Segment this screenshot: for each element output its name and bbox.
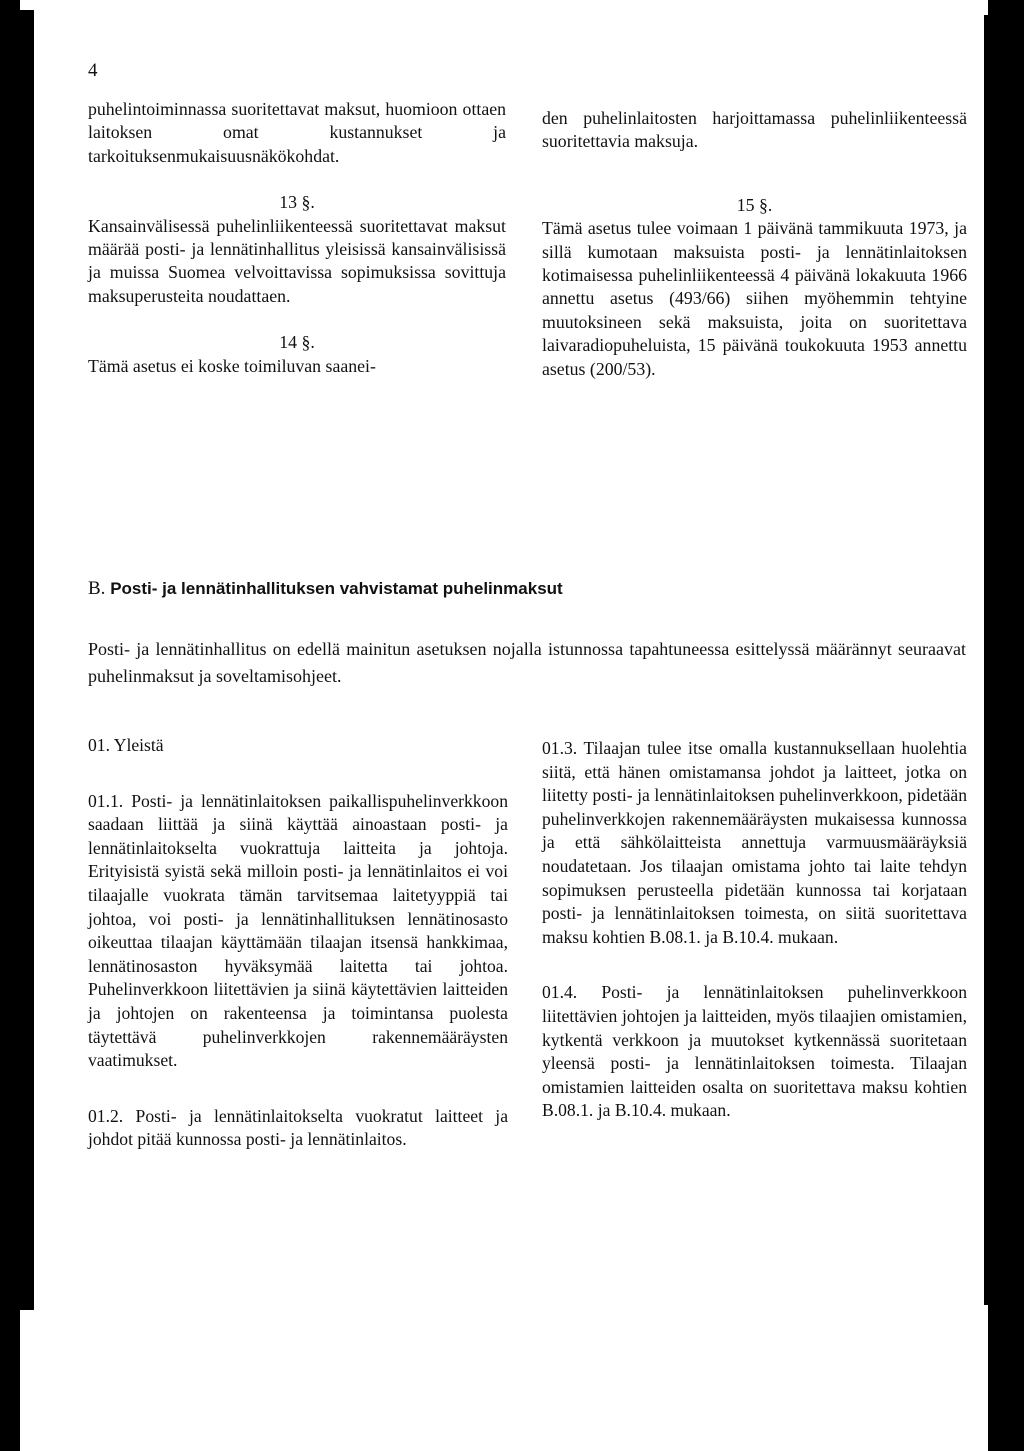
section-b-heading <box>88 578 968 600</box>
section-14-title: 14 §. <box>279 332 315 353</box>
section-14-text: Tämä asetus ei koske toimiluvan saanei- <box>88 355 376 376</box>
section-13-title: 13 §. <box>279 192 315 213</box>
paragraph-01-1: 01.1. Posti- ja lennätinlaitoksen paikallispuhelinverkkoon saadaan liittää ja siinä käyttää ainoastaan posti- ja lennätinlaitokselta vuokrattuja laitteita ja johtoja. Erityisistä syistä sekä milloin posti- ja lennätinlaitos ei voi tilaajalle vuokrata tämän tarvitsemaa laitetyyppiä tai johtoa, voi posti- ja lennätinhallituksen lennätinosasto oikeuttaa tilaajan käyttämään tilaajan itsensä hankkimaa, lennätinosaston hyväksymää laitetta tai johtoa. Puhelinverkkoon liitettävien ja siinä käytettävien laitteiden ja johtojen on rakenteensa ja toimintansa puolesta täytettävä puhelinverkkojen rakennemääräysten vaatimukset. <box>88 790 508 1071</box>
section-b-letter: B. <box>88 578 106 599</box>
subsection-01-title: Yleistä <box>113 735 164 755</box>
subsection-01-heading <box>88 734 508 758</box>
lower-right-column <box>542 737 967 1123</box>
scan-border-left <box>0 0 20 1451</box>
section-15-title: 15 §. <box>736 194 773 215</box>
section-15-text: Tämä asetus tulee voimaan 1 päivänä tammikuuta 1973, ja sillä kumotaan maksuista posti- ja lennätinlaitoksen kotimaisessa puhelinliikenteessä 4 päivänä lokakuuta 1966 annettu asetus (493/66) siihen myöhemmin tehtyine muutoksineen sekä maksuista, joita on suoritettava laivaradiopuheluista, 15 päivänä toukokuuta 1953 annettu asetus (200/53). <box>542 218 967 379</box>
paragraph-01-2: 01.2. Posti- ja lennätinlaitokselta vuokratut laitteet ja johdot pitää kunnossa posti- ja lennätinlaitos. <box>88 1105 508 1150</box>
paragraph-01-4: 01.4. Posti- ja lennätinlaitoksen puhelinverkkoon liitettävien johtojen ja laitteiden, myös tilaajien omistamien, kytkentä verkkoon ja muutokset kytkennässä suoritetaan yleensä posti- ja lennätinlaitoksen toimesta. Tilaajan omistamien laitteiden osalta on suoritettava maksu kohtien B.08.1. ja B.10.4. mukaan. <box>542 982 967 1121</box>
scan-border-right <box>988 0 1024 1451</box>
continuation-paragraph: puhelintoiminnassa suoritettavat maksut, huomioon ottaen laitoksen omat kustannukset ja tarkoituksenmukaisuusnäkökohdat. <box>88 99 506 166</box>
continuation-paragraph-right: den puhelinlaitosten harjoittamassa puhelinliikenteessä suoritettavia maksuja. <box>542 108 967 152</box>
upper-left-column <box>88 98 506 378</box>
paragraph-01-3: 01.3. Tilaajan tulee itse omalla kustannuksellaan huolehtia siitä, että hänen omistamansa johdot ja laitteet, jotka on liitetty posti- ja lennätinlaitoksen puhelinverkkoon, pidetään puhelinverkkojen rakennemääräysten mukaisessa kunnossa ja että sähkölaitteista annettuja varmuusmääräyksiä noudatetaan. Jos tilaajan omistama johto tai laite tehdyn sopimuksen perusteella pidetään kunnossa tai korjataan posti- ja lennätinlaitoksen toimesta, on siitä suoritettava maksu kohtien B.08.1. ja B.10.4. mukaan. <box>542 738 967 947</box>
upper-right-column <box>542 107 967 381</box>
scan-border-left-inner <box>20 10 34 1310</box>
scan-border-right-inner <box>984 15 992 1305</box>
section-b-title: Posti- ja lennätinhallituksen vahvistamat puhelinmaksut <box>110 579 563 598</box>
lower-left-column <box>88 734 508 1152</box>
section-b-intro-text: Posti- ja lennätinhallitus on edellä mainitun asetuksen nojalla istunnossa tapahtuneessa esittelyssä määrännyt seuraavat puhelinmaksut ja soveltamisohjeet. <box>88 639 966 686</box>
subsection-01-number: 01. <box>88 735 110 755</box>
section-b-intro <box>88 636 966 690</box>
section-13-text: Kansainvälisessä puhelinliikenteessä suoritettavat maksut määrää posti- ja lennätinhallitus yleisissä kansainvälisissä ja muissa Suomea velvoittavissa sopimuksissa sovittuja maksuperusteita noudattaen. <box>88 215 506 306</box>
page-number: 4 <box>88 60 98 81</box>
